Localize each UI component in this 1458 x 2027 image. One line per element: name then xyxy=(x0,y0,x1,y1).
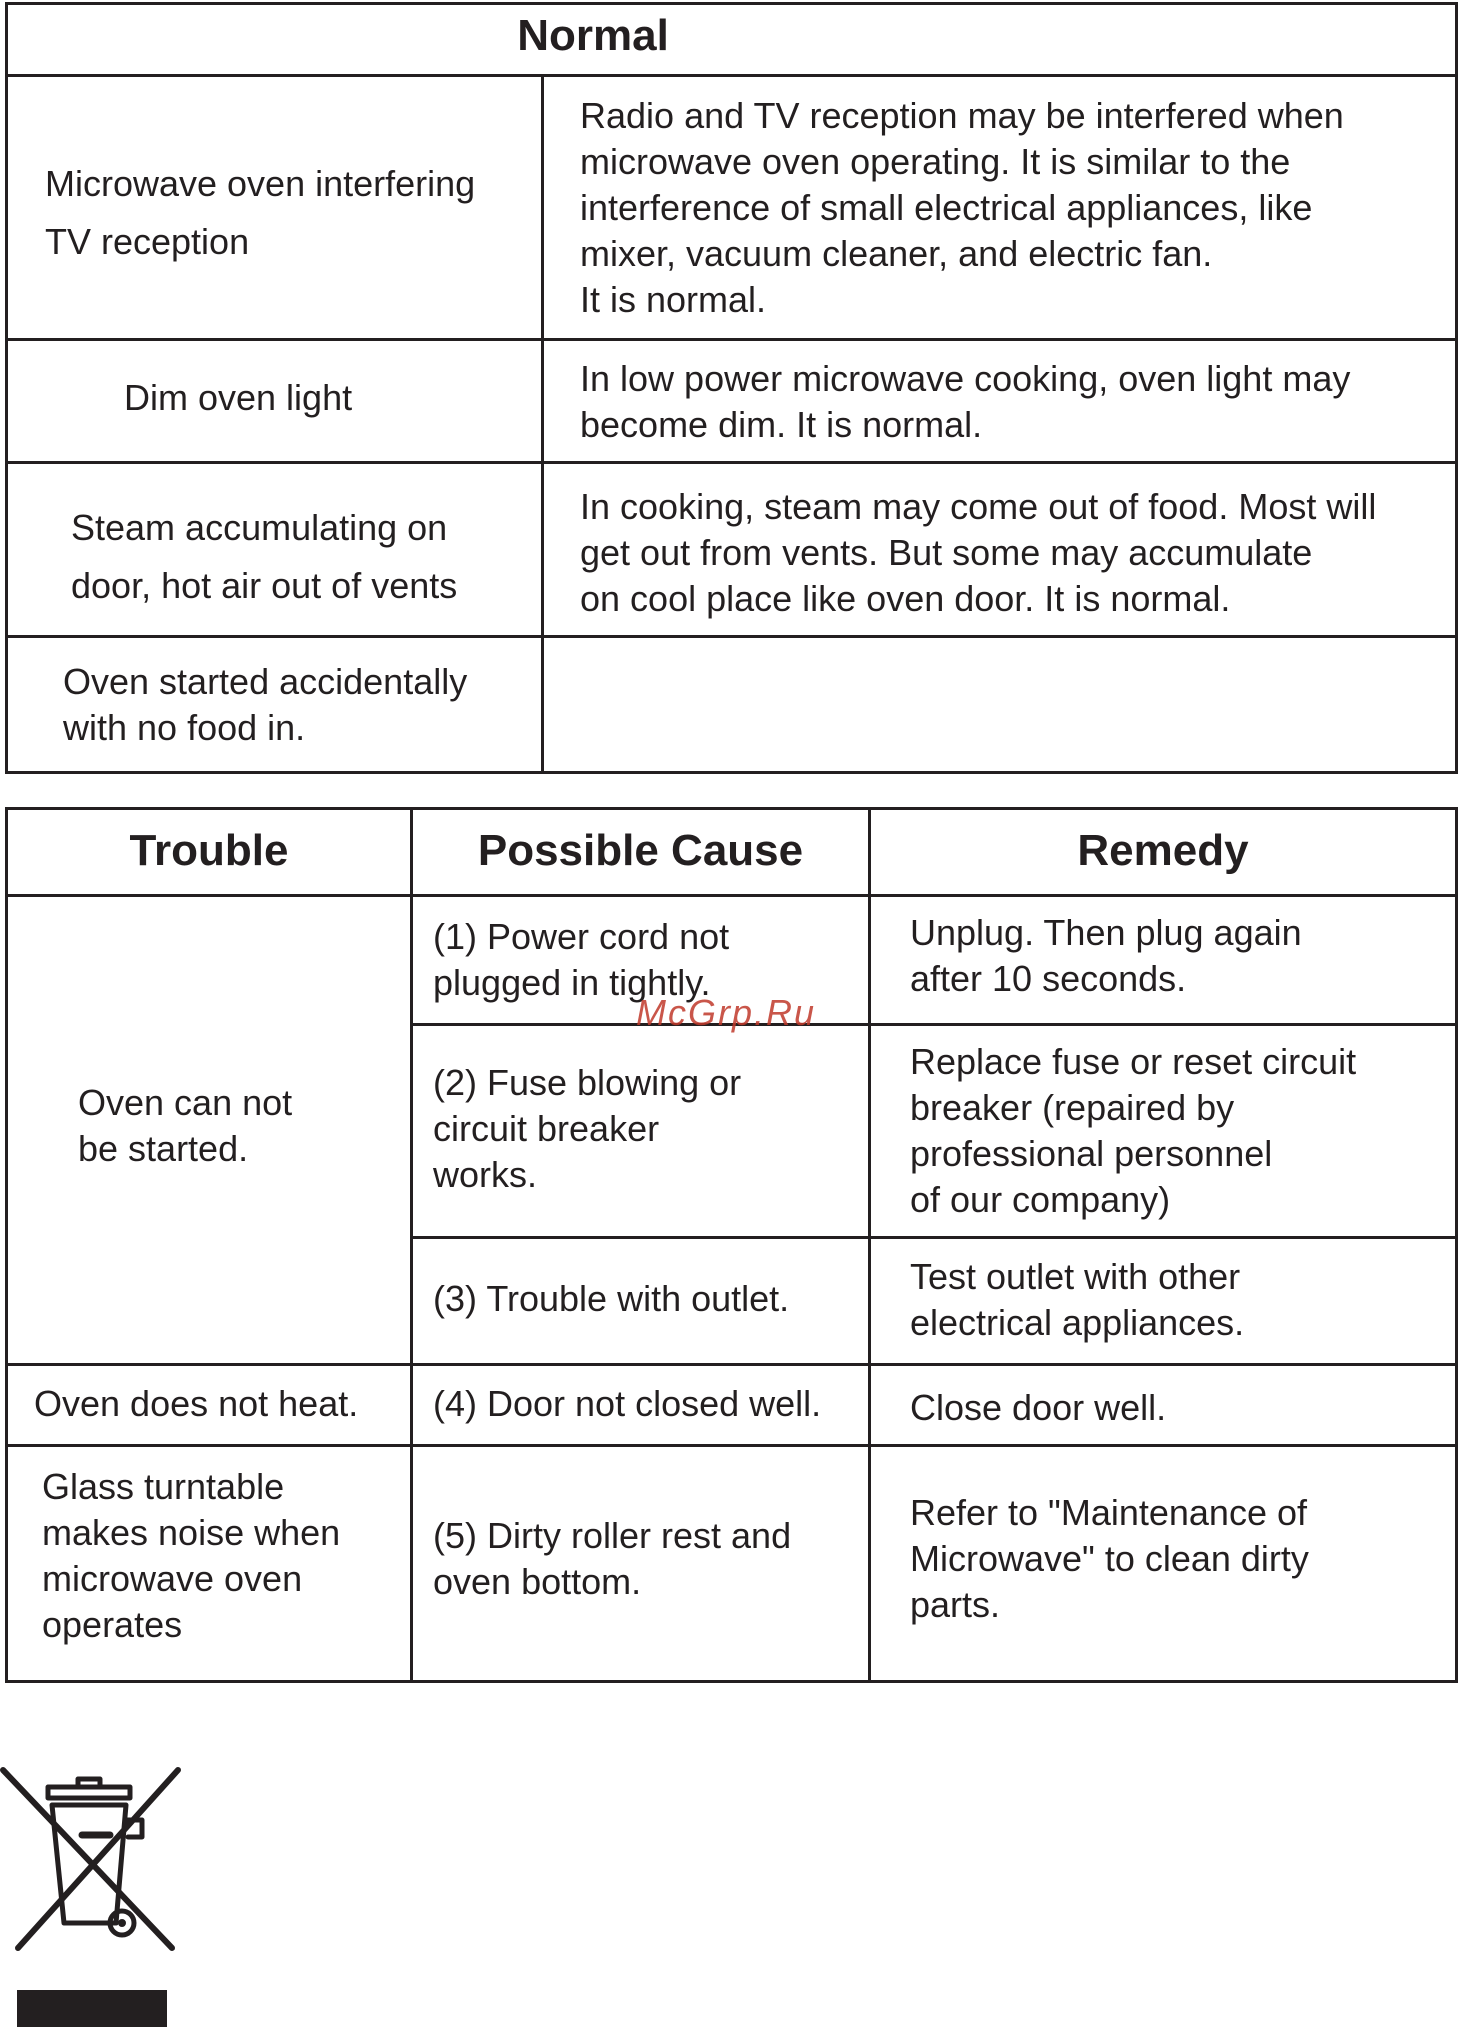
trouble-oven-not-heat: Oven does not heat. xyxy=(34,1383,359,1424)
remedy-refer-maintenance: Refer to "Maintenance of Microwave" to clean dirty parts. xyxy=(910,1492,1309,1625)
normal-table xyxy=(5,2,1458,774)
trouble-oven-not-start: Oven can not be started. xyxy=(78,1082,293,1169)
header-remedy: Remedy xyxy=(1077,826,1249,875)
cause-dirty-roller: (5) Dirty roller rest and oven bottom. xyxy=(433,1515,792,1602)
normal-condition-no-food: Oven started accidentally with no food in. xyxy=(63,661,468,748)
crossed-out-wheelie-bin-icon xyxy=(0,1765,185,1960)
normal-explanation-tv: Radio and TV reception may be interfered when microwave oven operating. It is similar to the interference of small electrical appliances, like mixer, vacuum cleaner, and electric fan. It is normal. xyxy=(580,95,1344,320)
remedy-close-door: Close door well. xyxy=(910,1387,1167,1428)
remedy-unplug: Unplug. Then plug again after 10 seconds. xyxy=(910,912,1302,999)
header-possible-cause: Possible Cause xyxy=(477,826,804,875)
cause-outlet: (3) Trouble with outlet. xyxy=(433,1278,790,1319)
trouble-table xyxy=(5,807,1458,1683)
normal-condition-light: Dim oven light xyxy=(124,377,353,418)
remedy-replace-fuse: Replace fuse or reset circuit breaker (repaired by professional personnel of our company) xyxy=(910,1041,1357,1220)
cause-fuse: (2) Fuse blowing or circuit breaker works. xyxy=(433,1062,742,1195)
normal-explanation-steam: In cooking, steam may come out of food. Most will get out from vents. But some may accumulate on cool place like oven door. It is normal. xyxy=(580,486,1377,619)
cause-power-cord: (1) Power cord not plugged in tightly. xyxy=(433,916,730,1003)
header-trouble: Trouble xyxy=(129,826,289,875)
remedy-test-outlet: Test outlet with other electrical appliances. xyxy=(910,1256,1245,1343)
normal-condition-tv: Microwave oven interfering TV reception xyxy=(45,163,476,262)
normal-explanation-light: In low power microwave cooking, oven light may become dim. It is normal. xyxy=(580,358,1351,445)
cause-door: (4) Door not closed well. xyxy=(433,1383,822,1424)
watermark-text: McGrp.Ru xyxy=(636,992,817,1033)
normal-condition-steam: Steam accumulating on door, hot air out of vents xyxy=(71,507,458,606)
black-bar-marker xyxy=(17,1990,167,2027)
normal-table-title: Normal xyxy=(517,11,669,60)
trouble-turntable-noise: Glass turntable makes noise when microwave oven operates xyxy=(42,1466,341,1645)
